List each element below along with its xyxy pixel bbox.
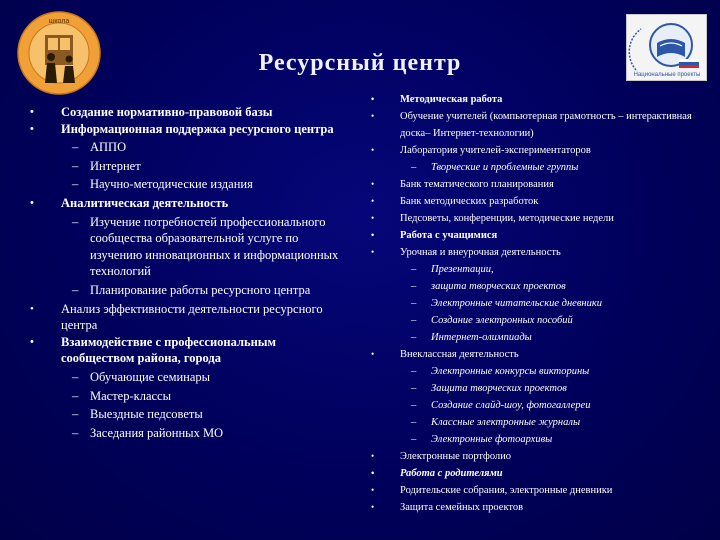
list-item: • Информационная поддержка ресурсного центра xyxy=(30,121,348,138)
list-item: • Взаимодействие с профессиональным сообществом района, города xyxy=(30,334,348,367)
list-item: • Лаборатория учителей-экспериментаторов xyxy=(371,142,716,159)
list-item: • Банк методических разработок xyxy=(371,193,716,210)
sub-list-item: – Изучение потребностей профессионального сообщества образовательной услуге по изучению инновационных и информационных технологий xyxy=(30,214,348,280)
list-item: • Урочная и внеурочная деятельность xyxy=(371,244,716,261)
sub-list-item: – Выездные педсоветы xyxy=(30,406,348,423)
sub-list-item: – Обучающие семинары xyxy=(30,369,348,386)
list-item: • Аналитическая деятельность xyxy=(30,195,348,212)
list-item: • Банк тематического планирования xyxy=(371,176,716,193)
sub-list-item: – Интернет xyxy=(30,158,348,175)
right-column xyxy=(371,91,716,516)
list-item: • Методическая работа xyxy=(371,91,716,108)
sub-list-item: – Классные электронные журналы xyxy=(371,414,716,431)
list-item: • Создание нормативно-правовой базы xyxy=(30,104,348,121)
sub-list-item: – Мастер-классы xyxy=(30,388,348,405)
list-item: • Родительские собрания, электронные дневники xyxy=(371,482,716,499)
sub-list-item: – Творческие и проблемные группы xyxy=(371,159,716,176)
sub-list-item: – Создание слайд-шоу, фотогаллереи xyxy=(371,397,716,414)
sub-list-item: – Защита творческих проектов xyxy=(371,380,716,397)
list-item: • Обучение учителей (компьютерная грамотность – интерактивная доска– Интернет-технологии) xyxy=(371,108,716,142)
list-item: • Электронные портфолио xyxy=(371,448,716,465)
list-item: • Педсоветы, конференции, методические недели xyxy=(371,210,716,227)
sub-list-item: – Презентации, xyxy=(371,261,716,278)
list-item: • Работа с родителями xyxy=(371,465,716,482)
sub-list-item: – Интернет-олимпиады xyxy=(371,329,716,346)
sub-list-item: – защита творческих проектов xyxy=(371,278,716,295)
left-column xyxy=(30,104,348,443)
sub-list-item: – АППО xyxy=(30,139,348,156)
sub-list-item: – Научно-методические издания xyxy=(30,176,348,193)
list-item: • Защита семейных проектов xyxy=(371,499,716,516)
sub-list-item: – Планирование работы ресурсного центра xyxy=(30,282,348,299)
sub-list-item: – Электронные фотоархивы xyxy=(371,431,716,448)
list-item: • Анализ эффективности деятельности ресурсного центра xyxy=(30,301,348,334)
slide-title: Ресурсный центр xyxy=(258,50,462,76)
sub-list-item: – Электронные конкурсы викторины xyxy=(371,363,716,380)
list-item: • Внеклассная деятельность xyxy=(371,346,716,363)
sub-list-item: – Электронные читательские дневники xyxy=(371,295,716,312)
national-projects-caption: Национальные проекты xyxy=(633,72,701,78)
sub-list-item: – Заседания районных МО xyxy=(30,425,348,442)
sub-list-item: – Создание электронных пособий xyxy=(371,312,716,329)
list-item: • Работа с учащимися xyxy=(371,227,716,244)
school-emblem-caption: школа xyxy=(48,18,70,25)
